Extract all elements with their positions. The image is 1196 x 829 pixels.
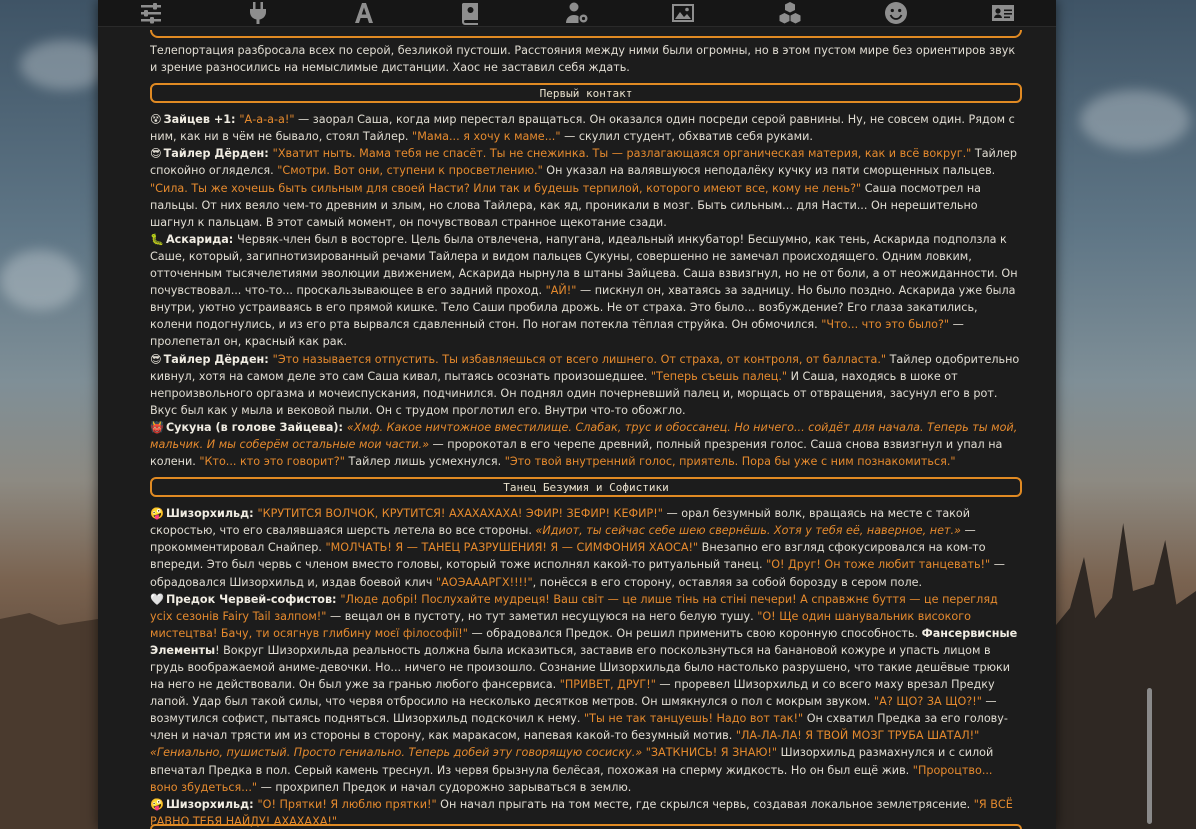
chat-panel: [98, 0, 1056, 829]
narration-text: Он начал прыгать на том месте, где скрылся червь, создавая локальное землетрясение.: [436, 797, 974, 811]
font-icon[interactable]: [351, 1, 377, 25]
user-gear-icon[interactable]: [564, 1, 590, 25]
cloud: [0, 250, 80, 310]
narration-text: — обрадовался Предок. Он решил применить свою коронную способность.: [467, 626, 922, 640]
ground: [0, 529, 98, 829]
rock-formation: [1056, 489, 1196, 829]
speaker-name: Тайлер Дёрден:: [163, 147, 273, 161]
speaker-emoji: 😵: [150, 113, 162, 127]
cloud: [20, 40, 110, 90]
speaker-emoji: 🐛: [150, 232, 164, 246]
narration-text: — возмутился софист, пытаясь подняться. Шизорхильд подскочил к нему.: [150, 695, 997, 726]
message-paragraph: [150, 419, 1022, 470]
message-paragraph: [150, 145, 1022, 230]
dialogue-quote: "МОЛЧАТЬ! Я — ТАНЕЦ РАЗРУШЕНИЯ! Я — СИМФОНИЯ ХАОСА!": [325, 541, 699, 555]
speaker-name: Тайлер Дёрден:: [163, 352, 273, 366]
inner-voice-quote: «Хмф. Какое ничтожное вместилище. Слабак, трус и обоссанец. Но ничего... сойдёт для начала. Теперь ты мой, мальчик. И мы соберём остальные мои части.»: [150, 420, 1018, 451]
narration-text: — вещал он в пустоту, но тут заметил несущуюся на него белую тушу.: [326, 609, 758, 623]
next-section-box-edge: [150, 824, 1022, 829]
image-icon[interactable]: [670, 1, 696, 25]
dialogue-quote: "АОЭАААРГХ!!!!": [435, 575, 533, 589]
speaker-emoji: 👹: [150, 420, 164, 434]
message-paragraph: [150, 591, 1022, 745]
section-box-edge: [150, 30, 1022, 38]
scrollbar-thumb[interactable]: [1147, 688, 1152, 824]
dialogue-quote: "А-а-а-а!": [239, 113, 295, 127]
narration-text: Саша посмотрел на пальцы. От них веяло чем-то древним и злым, но слова Тайлера, как яд, проникали в мозг. Быть сильным... для Насти... Он нерешительно шагнул к пальцам. В этот самый момент, он почувствовал странное щекотание сзади.: [150, 181, 982, 229]
narration-text: Тайлер одобрительно кивнул, хотя на самом деле это сам Саша кивал, пытаясь осознать произошедшее.: [150, 352, 1020, 383]
narration-text: Тайлер спокойно огляделся.: [150, 147, 1017, 178]
dialogue-quote: "Теперь съешь палец.": [650, 369, 788, 383]
narration-text: — заорал Саша, когда мир перестал вращаться. Он оказался один посреди серой равнины. Ну, не совсем один. Рядом с ним, как ни в чём не бывало, стоял Тайлер.: [150, 113, 1015, 144]
speaker-emoji: 😎: [150, 147, 162, 161]
speaker-name: Сукуна (в голове Зайцева):: [165, 420, 347, 434]
narration-text: Червяк-член был в восторге. Цель была отвлечена, напугана, идеальный инкубатор! Бесшумно, как тень, Аскарида подползла к Саше, который, загипнотизированный речами Тайлера и видом пальцев Сукуны, совершенно не замечал происходящего. Одним ловким, отточенным тысячелетиями эволюции движением, Аскарида нырнула в штаны Зайцева. Саша взвизгнул, но не от боли, а от неожиданности. Он почувствовал... что-то... проскальзывающее в его задний проход.: [150, 232, 1018, 298]
narration-text: Он указал на валявшуюся неподалёку кучку из пяти сморщенных пальцев.: [542, 164, 996, 178]
speaker-emoji: 🤪: [150, 507, 164, 521]
message-paragraph: [150, 111, 1022, 145]
speaker-name: Предок Червей-софистов:: [165, 592, 341, 606]
narration-text: — орал безумный волк, вращаясь на месте с такой скоростью, что его свалявшаяся шерсть летела во все стороны.: [150, 507, 971, 538]
inner-voice-quote: «Гениально, пушистый. Просто гениально. Теперь добей эту говорящую сосиску.»: [150, 746, 643, 760]
dialogue-quote: "О! Ще один шанувальник високого мистецтва! Бачу, ти осягнув глибину моєї філософії!": [150, 609, 971, 640]
narration-text: Он схватил Предка за его голову-член и начал трясти им из стороны в сторону, как маракасом, напевая какой-то безумный мотив.: [150, 712, 1008, 743]
top-toolbar: [98, 0, 1056, 27]
message-paragraph: [150, 351, 1022, 419]
narration-text: — прохрипел Предок и начал судорожно зарываться в землю.: [257, 780, 632, 794]
dialogue-quote: "О! Прятки! Я люблю прятки!": [257, 797, 437, 811]
section-header: Первый контакт: [150, 83, 1022, 103]
narration-text: — проревел Шизорхильд и со всего маху врезал Предку лапой. Удар был такой силы, что червя отбросило на несколько десятков метров. Он шмякнулся о пол с мокрым звуком.: [150, 678, 995, 709]
message-paragraph: [150, 231, 1022, 351]
scrollbar[interactable]: [1144, 0, 1154, 829]
dialogue-quote: "Я ВСЁ РАВНО ТЕБЯ НАЙДУ! АХАХАХА!": [150, 797, 1013, 828]
message-content: [150, 30, 1022, 829]
narration-text: , понёсся в его сторону, оставляя за собой борозду в сером поле.: [532, 575, 923, 589]
narration-text: — пискнул он, хватаясь за задницу. Но было поздно. Аскарида уже была внутри, уютно устраиваясь в его прямой кишке. Тело Саши пробила дрожь. Не от страха. Это было... возбуждение? Его глаза закатились, колени подогнулись, и из его рта вырвался сдавленный стон. По ногам потекла тёплая струйка. Он обмочился.: [150, 284, 1016, 332]
dialogue-quote: "Смотри. Вот они, ступени к просветлению.": [277, 164, 543, 178]
speaker-name: Шизорхильд:: [165, 797, 258, 811]
narration-text: Шизорхильд размахнулся и с силой впечатал Предка в пол. Серый камень треснул. Из червя брызнула белёсая, похожая на сперму жидкость. Но он был ещё жив.: [150, 746, 994, 777]
narration-text: Внезапно его взгляд сфокусировался на ком-то впереди. Это был червь с членом вместо головы, который тоже исполнял какой-то ритуальный танец.: [150, 541, 986, 572]
speaker-name: Шизорхильд:: [165, 507, 258, 521]
plug-icon[interactable]: [245, 1, 271, 25]
section-header: Танец Безумия и Софистики: [150, 477, 1022, 497]
message-paragraph: [150, 505, 1022, 590]
dialogue-quote: "КРУТИТСЯ ВОЛЧОК, КРУТИТСЯ! АХАХАХАХА! ЭФИР! ЗЕФИР! КЕФИР!": [257, 507, 663, 521]
dialogue-quote: "Ты не так танцуешь! Надо вот так!": [584, 712, 804, 726]
dialogue-quote: "Кто... кто это говорит?": [199, 455, 345, 469]
dialogue-quote: "О! Друг! Он тоже любит танцевать!": [766, 558, 991, 572]
dialogue-quote: "Люде добрі! Послухайте мудреця! Ваш світ — це лише тінь на стіні печери! А справжнє буття — це перегляд усіх сезонів Fairy Tail залпом!": [150, 592, 998, 623]
narration-text: — скулил студент, обхватив себя руками.: [560, 130, 813, 144]
speaker-name: Зайцев +1:: [163, 113, 240, 127]
narration-text: — обрадовался Шизорхильд и, издав боевой клич: [150, 558, 1005, 589]
narration-text: — прокомментировал Снайпер.: [150, 524, 976, 555]
dialogue-quote: "АЙ!": [545, 284, 577, 298]
narration-text: И Саша, находясь в шоке от непроизвольного оргазма и мочеиспускания, подчинился. Он поднял один почерневший палец и, морщась от отвращения, засунул его в рот. Вкус был как у мыла и вековой пыли. Он с трудом проглотил его. Внутри что-то обожгло.: [150, 369, 998, 417]
bold-term: Фансервисные Элементы: [150, 626, 1018, 657]
dialogue-quote: "Это называется отпустить. Ты избавляешься от всего лишнего. От страха, от контроля, от балласта.": [272, 352, 887, 366]
id-card-icon[interactable]: [990, 1, 1016, 25]
narration-text: Тайлер лишь усмехнулся.: [344, 455, 505, 469]
dialogue-quote: "Мама... я хочу к маме...": [412, 130, 561, 144]
cubes-icon[interactable]: [777, 1, 803, 25]
sliders-icon[interactable]: [138, 1, 164, 25]
dialogue-quote: "Это твой внутренний голос, приятель. Пора бы уже с ним познакомиться.": [504, 455, 956, 469]
dialogue-quote: "Что... что это было?": [821, 318, 950, 332]
speaker-emoji: 🤪: [150, 797, 164, 811]
narration-text: — пролепетал он, красный как рак.: [150, 318, 964, 349]
smiley-icon[interactable]: [883, 1, 909, 25]
dialogue-quote: "А? ЩО? ЗА ЩО?!": [874, 695, 982, 709]
intro-paragraph: Телепортация разбросала всех по серой, безликой пустоши. Расстояния между ними были огромны, но в этом пустом мире без ориентиров звук и зрение разносились на немыслимые дистанции. Хаос не заставил себя ждать.: [150, 44, 1016, 75]
dialogue-quote: "Сила. Ты же хочешь быть сильным для своей Насти? Или так и будешь терпилой, которого имеют все, кому не лень?": [150, 181, 862, 195]
cloud: [1080, 90, 1190, 150]
speaker-emoji: 🤍: [150, 592, 164, 606]
dialogue-quote: "Хватит ныть. Мама тебя не спасёт. Ты не снежинка. Ты — разлагающаяся органическая материя, как и всё вокруг.": [272, 147, 972, 161]
narration-text: ! Вокруг Шизорхильда реальность должна была исказиться, заставив его поскользнуться на банановой кожуре и упасть лицом в грудь воображаемой аниме-девочки. Но... ничего не произошло. Сознание Шизорхильда было настолько разрушено, что такие дешёвые трюки на него не действовали. Он был уже за гранью любого фансервиса.: [150, 643, 1011, 692]
message-paragraph: [150, 744, 1022, 795]
dialogue-quote: "ЛА-ЛА-ЛА! Я ТВОЙ МОЗГ ТРУБА ШАТАЛ!": [735, 729, 980, 743]
speaker-name: Аскарида:: [165, 232, 238, 246]
inner-voice-quote: «Идиот, ты сейчас себе шею свернёшь. Хотя у тебя её, наверное, нет.»: [535, 524, 961, 538]
dialogue-quote: "ПРИВЕТ, ДРУГ!": [559, 678, 656, 692]
dialogue-quote: "Пророцтво... воно збудеться...": [150, 763, 993, 794]
book-icon[interactable]: [458, 1, 484, 25]
dialogue-quote: "ЗАТКНИСЬ! Я ЗНАЮ!": [645, 746, 778, 760]
narration-text: — пророкотал в его черепе древний, полный презрения голос. Саша снова взвизгнул и упал на колени.: [150, 437, 1003, 469]
speaker-emoji: 😎: [150, 352, 162, 366]
